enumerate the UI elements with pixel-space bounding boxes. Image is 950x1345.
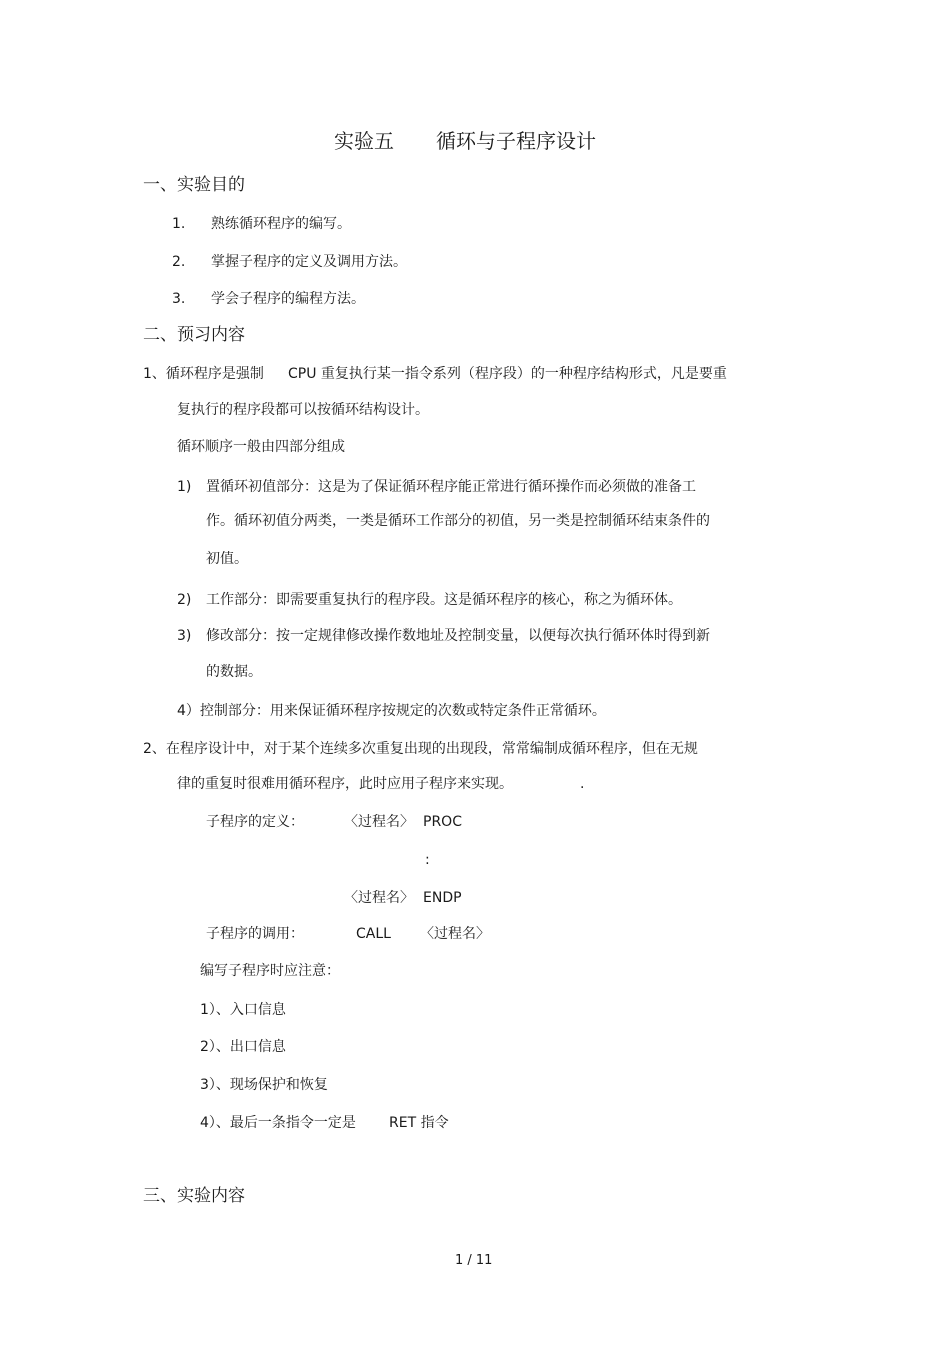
notes-title: 编写子程序时应注意： <box>200 963 340 979</box>
list-item: 熟练循环程序的编写。 <box>211 216 351 232</box>
procedure-name: 〈过程名〉 <box>420 926 490 942</box>
note-item: 1）、入口信息 <box>200 1002 286 1018</box>
list-item-number: 1. <box>172 216 186 232</box>
part-text-line: 工作部分：即需要重复执行的程序段。这是循环程序的核心，称之为循环体。 <box>206 592 682 608</box>
call-keyword: CALL <box>356 926 391 942</box>
paragraph1-line2: 复执行的程序段都可以按循环结构设计。 <box>177 402 429 418</box>
list-item-number: 3. <box>172 291 186 307</box>
section1-heading: 一、实验目的 <box>143 175 245 195</box>
section3-heading: 三、实验内容 <box>143 1186 245 1206</box>
doc-title-part2: 循环与子程序设计 <box>436 129 596 153</box>
list-item: 掌握子程序的定义及调用方法。 <box>211 254 407 270</box>
note-item: 4）、最后一条指令一定是 <box>200 1115 356 1131</box>
call-label: 子程序的调用： <box>206 926 304 942</box>
endp-keyword: ENDP <box>423 890 462 906</box>
paragraph2-line2: 律的重复时很难用循环程序，此时应用子程序来实现。 <box>177 776 513 792</box>
part-number: 2) <box>177 592 192 608</box>
paragraph2-dot: . <box>580 776 585 792</box>
part-text-line: 作。循环初值分两类，一类是循环工作部分的初值，另一类是控制循环结束条件的 <box>206 513 710 529</box>
list-item-number: 2. <box>172 254 186 270</box>
proc-keyword: PROC <box>423 814 462 830</box>
part-text-line: 4）控制部分：用来保证循环程序按规定的次数或特定条件正常循环。 <box>177 703 606 719</box>
paragraph1-line1a: 1、循环程序是强制 <box>143 366 264 382</box>
paragraph1-line1b: CPU 重复执行某一指令系列（程序段）的一种程序结构形式，凡是要重 <box>288 366 727 382</box>
section2-heading: 二、预习内容 <box>143 325 245 345</box>
part-text-line: 置循环初值部分：这是为了保证循环程序能正常进行循环操作而必须做的准备工 <box>206 479 696 495</box>
paragraph2-line1: 2、在程序设计中，对于某个连续多次重复出现的出现段，常常编制成循环程序，但在无规 <box>143 741 698 757</box>
procedure-name: 〈过程名〉 <box>344 890 414 906</box>
part-number: 1) <box>177 479 192 495</box>
part-text-line: 初值。 <box>206 551 248 567</box>
part-text-line: 修改部分：按一定规律修改操作数地址及控制变量，以便每次执行循环体时得到新 <box>206 628 710 644</box>
definition-label: 子程序的定义： <box>206 814 304 830</box>
ellipsis-colon: : <box>425 852 430 868</box>
doc-title-part1: 实验五 <box>334 129 394 153</box>
note-item: 2）、出口信息 <box>200 1039 286 1055</box>
ret-keyword: RET 指令 <box>389 1115 449 1131</box>
paragraph1-line3: 循环顺序一般由四部分组成 <box>177 439 345 455</box>
page-number: 1 / 11 <box>455 1253 493 1268</box>
part-text-line: 的数据。 <box>206 664 262 680</box>
note-item: 3）、现场保护和恢复 <box>200 1077 328 1093</box>
part-number: 3) <box>177 628 192 644</box>
procedure-name: 〈过程名〉 <box>344 814 414 830</box>
list-item: 学会子程序的编程方法。 <box>211 291 365 307</box>
